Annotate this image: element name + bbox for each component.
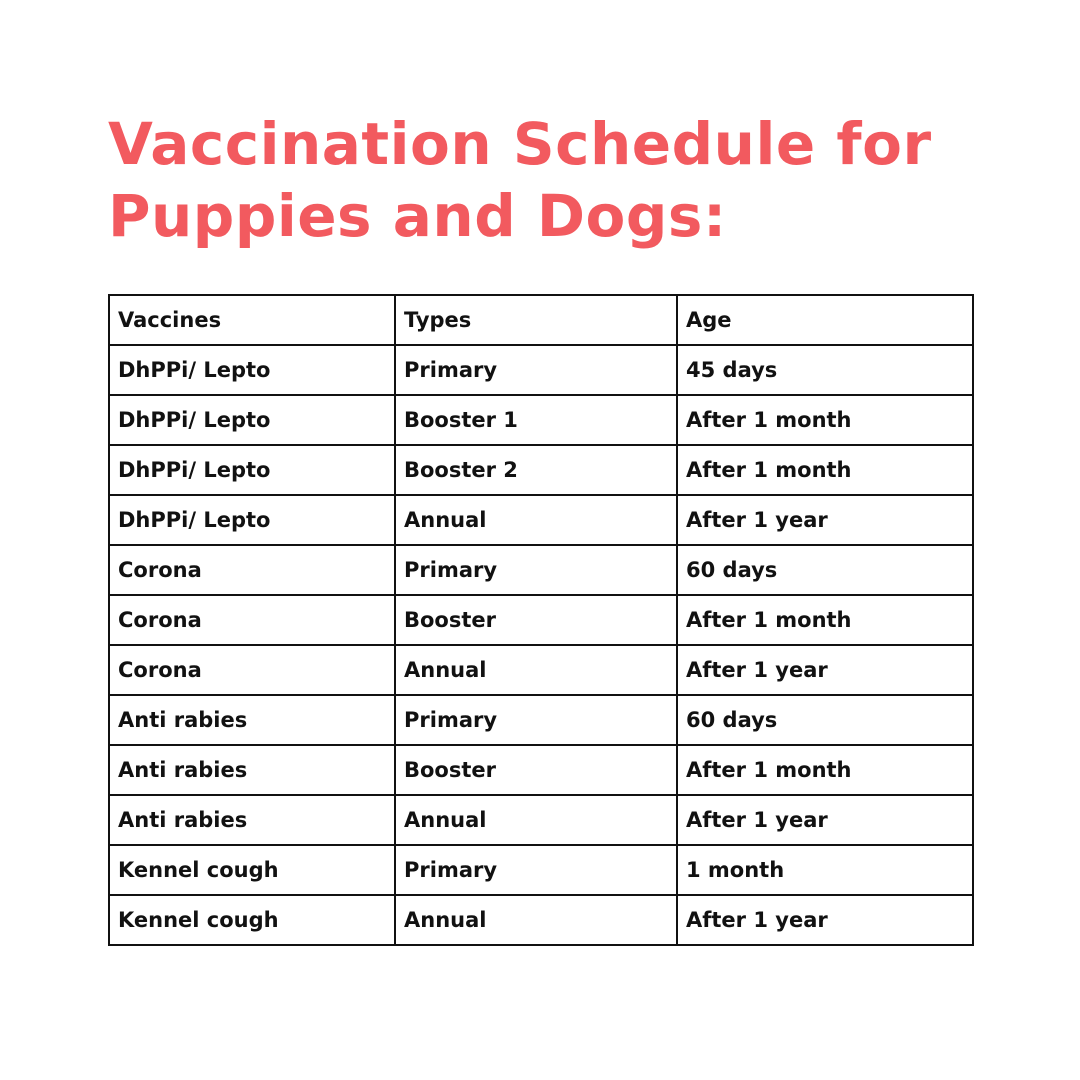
table-row (109, 395, 973, 445)
cell-age: After 1 month (677, 445, 973, 495)
cell-vaccine: Anti rabies (109, 695, 395, 745)
cell-vaccine: DhPPi/ Lepto (109, 495, 395, 545)
cell-age: After 1 year (677, 895, 973, 945)
cell-vaccine: DhPPi/ Lepto (109, 445, 395, 495)
table-row (109, 645, 973, 695)
cell-type: Primary (395, 845, 677, 895)
cell-vaccine: Anti rabies (109, 795, 395, 845)
cell-vaccine: Kennel cough (109, 895, 395, 945)
cell-age: After 1 month (677, 395, 973, 445)
cell-vaccine: DhPPi/ Lepto (109, 345, 395, 395)
table-row (109, 495, 973, 545)
table-row (109, 845, 973, 895)
cell-vaccine: Corona (109, 545, 395, 595)
cell-type: Primary (395, 695, 677, 745)
cell-type: Booster 1 (395, 395, 677, 445)
cell-vaccine: Kennel cough (109, 845, 395, 895)
page-title-line-1: Vaccination Schedule for (108, 110, 932, 178)
cell-type: Booster (395, 595, 677, 645)
cell-age: 60 days (677, 545, 973, 595)
cell-age: 60 days (677, 695, 973, 745)
header-age: Age (677, 295, 973, 345)
table-row (109, 795, 973, 845)
cell-type: Booster 2 (395, 445, 677, 495)
cell-type: Booster (395, 745, 677, 795)
cell-age: After 1 year (677, 645, 973, 695)
table-body (109, 345, 973, 945)
cell-type: Annual (395, 495, 677, 545)
header-vaccines: Vaccines (109, 295, 395, 345)
cell-age: After 1 year (677, 495, 973, 545)
table-row (109, 345, 973, 395)
table-row (109, 595, 973, 645)
table-row (109, 445, 973, 495)
cell-type: Annual (395, 895, 677, 945)
cell-age: After 1 year (677, 795, 973, 845)
cell-age: After 1 month (677, 595, 973, 645)
table-header-row (109, 295, 973, 345)
table-row (109, 545, 973, 595)
table-row (109, 895, 973, 945)
cell-vaccine: Corona (109, 595, 395, 645)
table-row (109, 745, 973, 795)
header-types: Types (395, 295, 677, 345)
cell-type: Annual (395, 795, 677, 845)
cell-vaccine: Anti rabies (109, 745, 395, 795)
cell-age: 45 days (677, 345, 973, 395)
page-title-line-2: Puppies and Dogs: (108, 182, 727, 250)
cell-type: Primary (395, 545, 677, 595)
vaccination-schedule-table (108, 294, 974, 946)
cell-age: After 1 month (677, 745, 973, 795)
cell-type: Primary (395, 345, 677, 395)
table-row (109, 695, 973, 745)
cell-vaccine: DhPPi/ Lepto (109, 395, 395, 445)
cell-type: Annual (395, 645, 677, 695)
page-title (108, 108, 1008, 252)
cell-vaccine: Corona (109, 645, 395, 695)
cell-age: 1 month (677, 845, 973, 895)
